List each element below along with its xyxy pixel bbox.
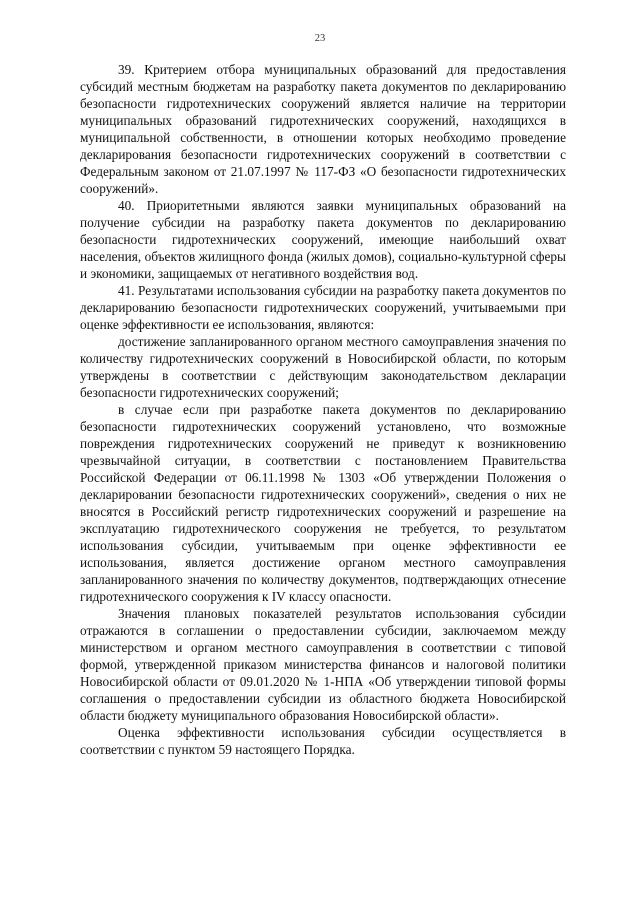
document-body (80, 61, 566, 758)
paragraph-planned-values: Значения плановых показателей результатов использования субсидии отражаются в соглашении о предоставлении субсидии, заключаемом между министерством и органом местного самоуправления в соответствии с типовой формой, утвержденной приказом министерства финансов и налоговой политики Новосибирской области от 09.01.2020 № 1-НПА «Об утверждении типовой формы соглашения о предоставлении субсидии из областного бюджета Новосибирской области бюджету муниципального образования Новосибирской области». (80, 606, 566, 723)
paragraph-39: 39. Критерием отбора муниципальных образований для предоставления субсидий местным бюджетам на разработку пакета документов по декларированию безопасности гидротехнических сооружений является наличие на территории муниципальных образований гидротехнических сооружений, находящихся в муниципальной собственности, в отношении которых необходимо проведение декларирования безопасности гидротехнических сооружений в соответствии с Федеральным законом от 21.07.1997 № 117-ФЗ «О безопасности гидротехнических сооружений». (80, 62, 566, 196)
paragraph-41-item-1: достижение запланированного органом местного самоуправления значения по количеству гидротехнических сооружений в Новосибирской области, по которым утверждены в соответствии с действующим законодательством декларации безопасности гидротехнических сооружений; (80, 334, 566, 400)
paragraph-41: 41. Результатами использования субсидии на разработку пакета документов по декларированию безопасности гидротехнических сооружений, учитываемыми при оценке эффективности ее использования, являются: (80, 283, 566, 332)
paragraph-40: 40. Приоритетными являются заявки муниципальных образований на получение субсидии на разработку пакета документов по декларированию безопасности гидротехнических сооружений, имеющие наибольший охват населения, объектов жилищного фонда (жилых домов), социально-культурной сферы и экономики, защищаемых от негативного воздействия вод. (80, 198, 566, 281)
paragraph-efficiency-assessment: Оценка эффективности использования субсидии осуществляется в соответствии с пунктом 59 настоящего Порядка. (80, 725, 566, 757)
paragraph-41-item-2: в случае если при разработке пакета документов по декларированию безопасности гидротехнических сооружений установлено, что возможные повреждения гидротехнических сооружений не приведут к возникновению чрезвычайной ситуации, в соответствии с постановлением Правительства Российской Федерации от 06.11.1998 № 1303 «Об утверждении Положения о декларировании безопасности гидротехнических сооружений», сведения о них не вносятся в Российский регистр гидротехнических сооружений и разрешение на эксплуатацию гидротехнического сооружения не требуется, то результатом использования субсидии, учитываемым при оценке эффективности ее использования, является достижение органом местного самоуправления запланированного значения по количеству документов, подтверждающих отнесение гидротехнического сооружения к IV классу опасности. (80, 402, 566, 604)
page-number: 23 (314, 33, 326, 44)
